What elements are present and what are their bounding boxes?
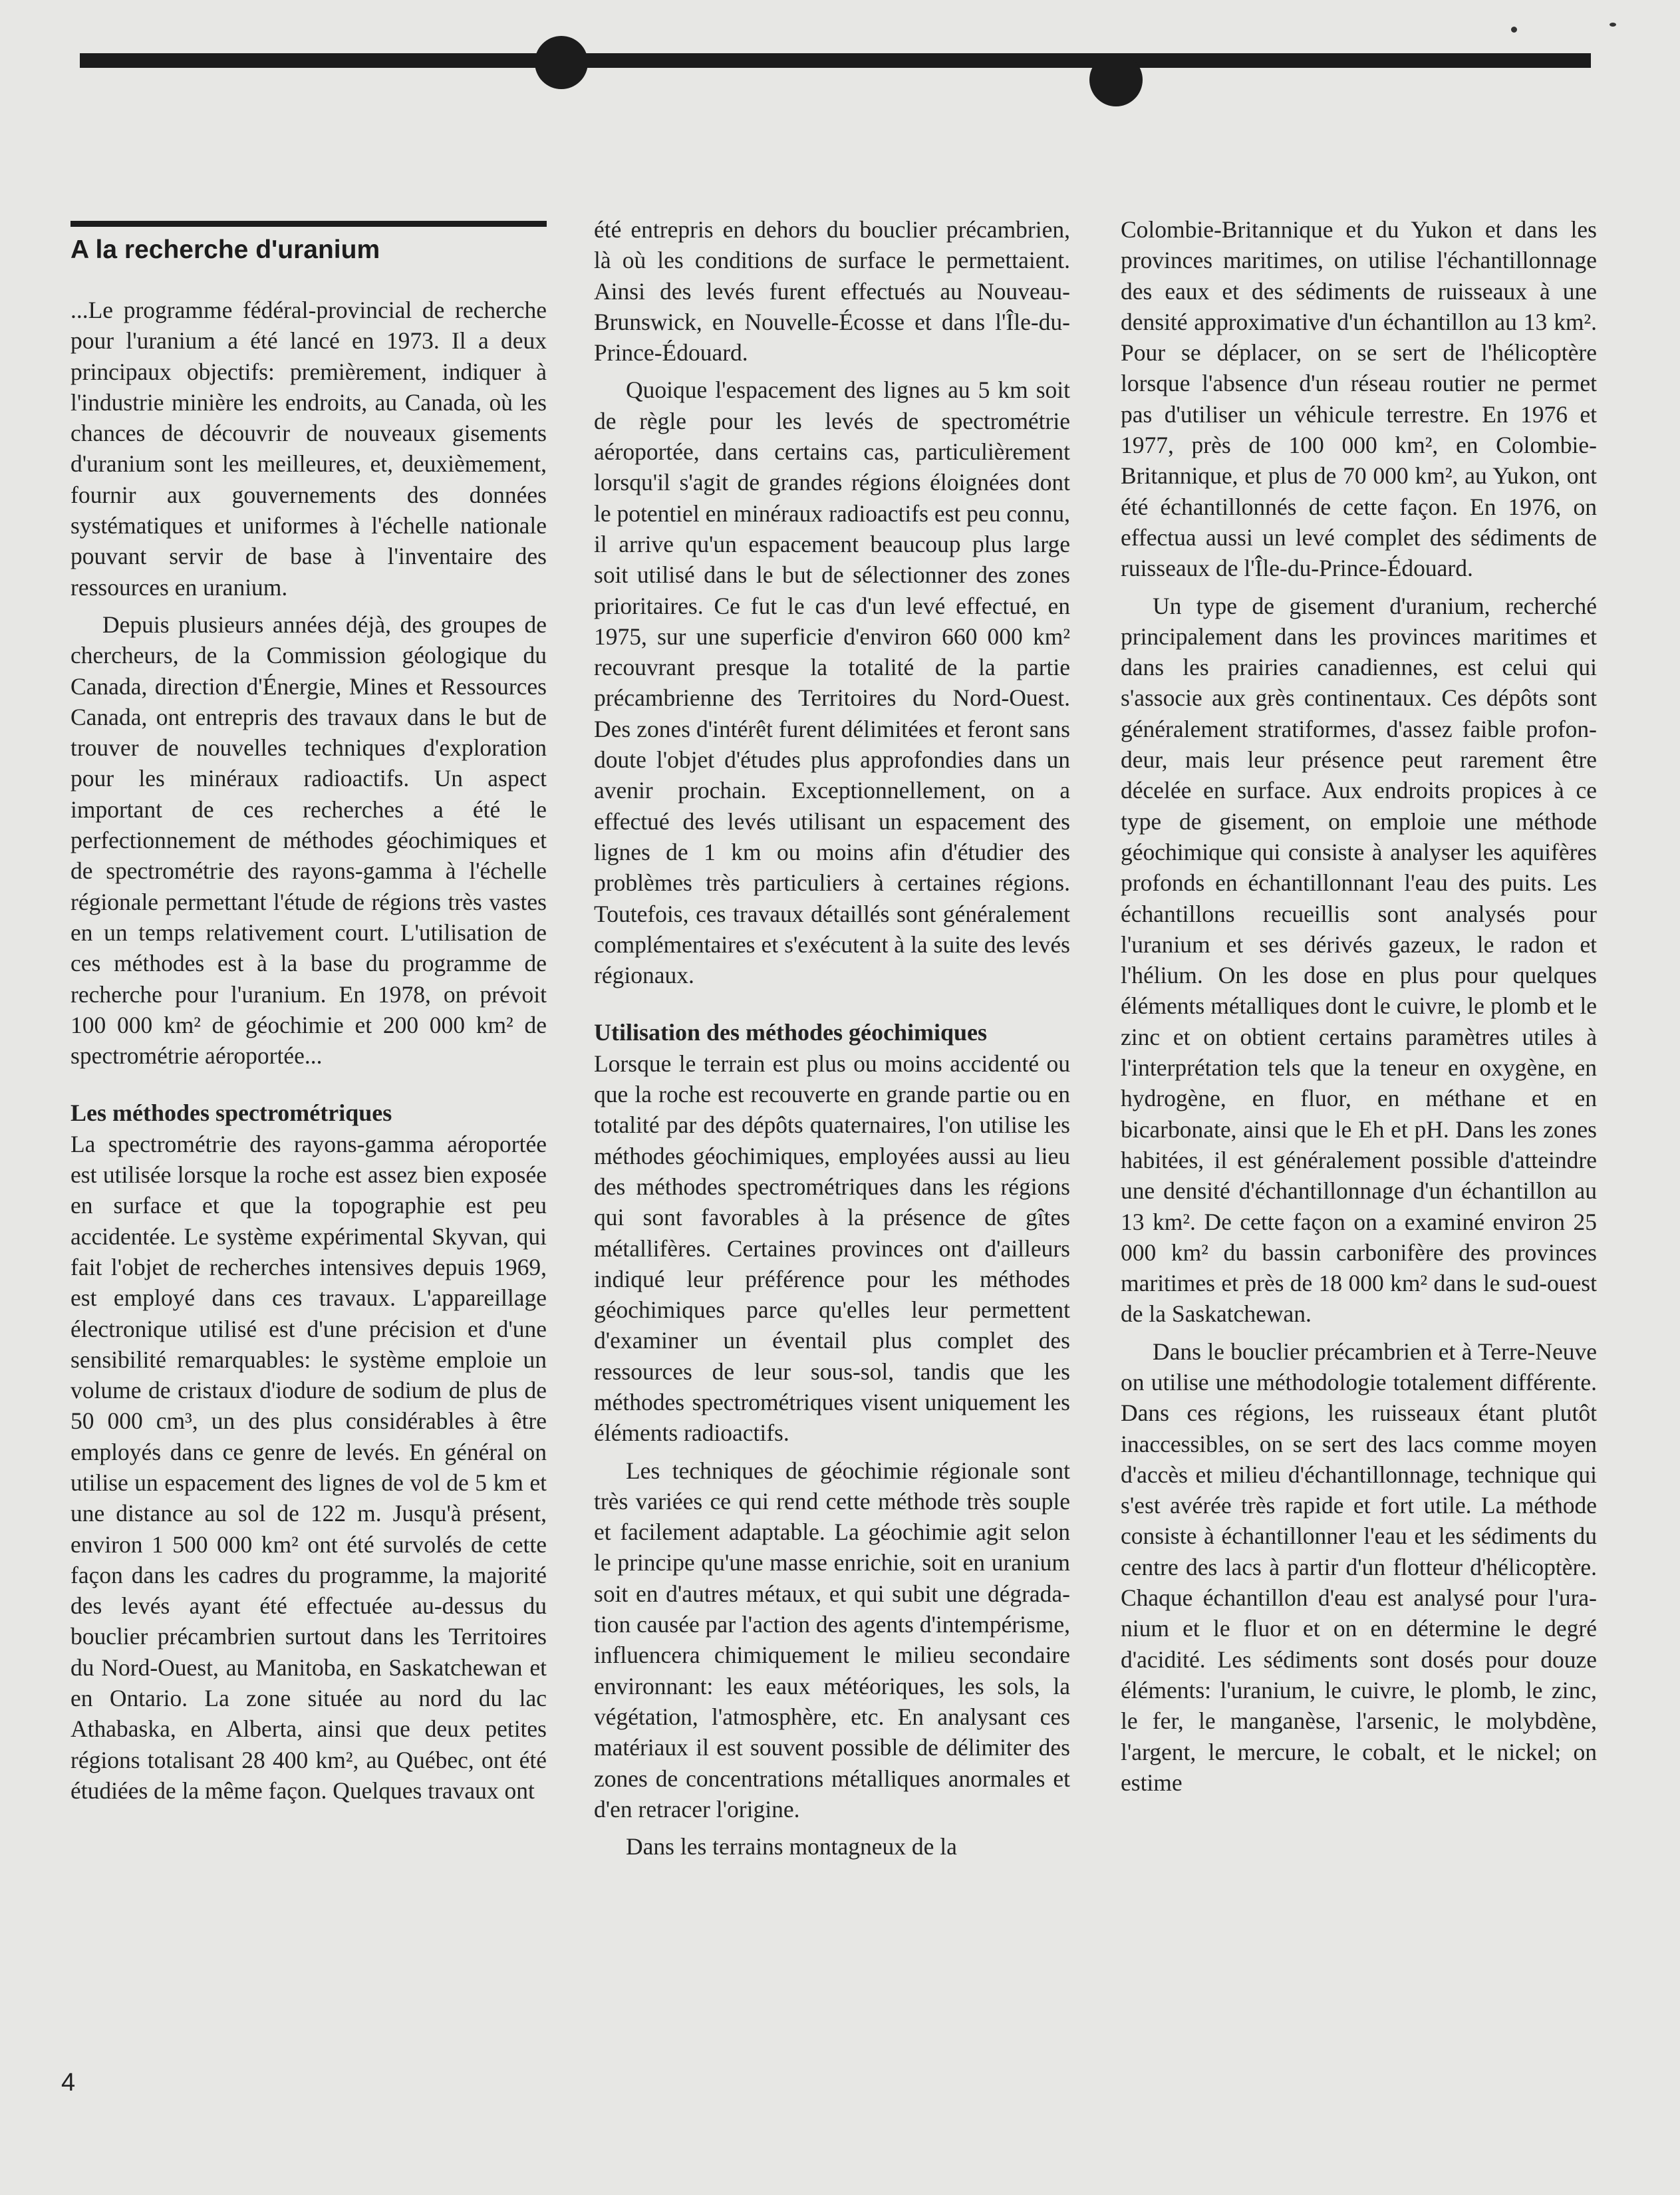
paragraph: Depuis plusieurs années déjà, des groupes de chercheurs, de la Commission géologique du Canada, direction d'Énergie, Mines et Ressources Canada, ont entrepris des travaux dans le but de trouver de nouvelles techniques d'exploration pour les minéraux radioactifs. Un aspect important de ces recherches a été le perfectionnement de méthodes géochimiques et de spectrométrie des rayons-gamma à l'échelle régionale permettant l'étude de régions très vastes en un temps relativement court. L'utilisation de ces méthodes est à la base du programme de recherche pour l'uranium. En 1978, on prévoit 100 000 km² de géochimie et 200 000 km² de spectrométrie aéroportée... <box>70 611 547 1070</box>
paragraph: ...Le programme fédéral-provincial de recherche pour l'uranium a été lancé en 1973. Il a deux principaux objectifs: premièrement, indiquer à l'industrie minière les endroits, au Canada, où les chances de découvrir de nouveaux gisements d'uranium sont les meilleures, et, deuxièmement, fournir aux gouvernements des données systématiques et uniformes à l'échelle nationale pouvant servir de base à l'inventaire des ressources en uranium. <box>70 297 547 601</box>
paragraph: La spectrométrie des rayons-gamma aéroportée est utilisée lorsque la roche est assez bien exposée en surface et que la topographie est peu accidentée. Le système expérimental Skyvan, qui fait l'objet de recherches intensives depuis 1969, est employé dans ces travaux. L'appareillage électronique utilisé est d'une précision et d'une sensibilité remarquables: le système emploie un volume de cristaux d'iodure de sodium de plus de 50 000 cm³, un des plus considérables à être employés dans ce genre de levés. En général on utilise un espacement des lignes de vol de 5 km et une distance au sol de 122 m. Jusqu'à présent, environ 1 500 000 km² ont été survolés de cette façon dans les cadres du programme, la majorité des levés ayant été effectuée au-dessus du bouclier précambrien surtout dans les Territoires du Nord-Ouest, au Manitoba, en Saskatchewan et en Ontario. La zone située au nord du lac Athabaska, en Alberta, ainsi que deux petites régions totalisant 28 400 km², au Québec, ont été étudiées de la même façon. Quelques travaux ont <box>70 1130 547 1804</box>
paragraph: été entrepris en dehors du bouclier précambrien, là où les conditions de surface le permettaient. Ainsi des levés furent effectués au Nouveau-Brunswick, en Nouvelle-Écosse et dans l'Île-du-Prince-Édouard. <box>594 216 1070 366</box>
paragraph: Les techniques de géochimie régionale sont très variées ce qui rend cette méthode très souple et facilement adaptable. La géochimie agit selon le principe qu'une masse enrichie, soit en uranium soit en d'autres métaux, et qui subit une dégradation causée par l'action des agents d'intempérisme, influencera chimiquement le milieu secondaire environnant: les eaux météoriques, les sols, la végétation, l'atmosphère, etc. En analysant ces matériaux il est souvent possible de délimiter des zones de concentrations métalliques anormales et d'en retracer l'origine. <box>594 1457 1070 1823</box>
page-number: 4 <box>61 2069 76 2097</box>
article-title: A la recherche d'uranium <box>70 235 380 264</box>
column-3 <box>1121 214 1597 1798</box>
column-2 <box>594 214 1070 1862</box>
column-body <box>1121 214 1597 1798</box>
paragraph: Dans le bouclier précambrien et à Terre-Neuve on utilise une méthodologie totalement différente. Dans ces régions, les ruisseaux étant plutôt inaccessibles, on se sert des lacs comme moyen d'accès et milieu d'échantillonnage, technique qui s'est avérée très rapide et fort utile. La méthode consiste à échantillonner l'eau et les sédiments du centre des lacs à partir d'un flotteur d'hélicoptère. Chaque échantillon d'eau est analysé pour l'uranium et le fluor et on en détermine le degré d'acidité. Les sédiments sont dosés pour douze éléments: l'uranium, le cuivre, le plomb, le zinc, le fer, le manganèse, l'arsenic, le molybdène, l'argent, le mercure, le cobalt, et le nickel; on estime <box>1121 1338 1597 1796</box>
header-dot-left <box>535 36 588 89</box>
title-rule <box>70 221 547 227</box>
column-body <box>70 295 547 1806</box>
column-1 <box>70 214 547 1806</box>
header-dot-right <box>1089 53 1143 106</box>
paragraph: Dans les terrains montagneux de la <box>626 1833 957 1860</box>
paragraph: Colombie-Britannique et du Yukon et dans les provinces maritimes, on utilise l'échantillonnage des eaux et des sédiments de ruisseaux à une densité approximative d'un échantillon au 13 km². Pour se déplacer, on se sert de l'hélicoptère lorsque l'absence d'un réseau routier ne permet pas d'utiliser un véhicule terrestre. En 1976 et 1977, près de 100 000 km², en Colombie-Britannique, et plus de 70 000 km², au Yukon, ont été échantillonnés de cette façon. En 1976, on effectua aussi un levé complet des sédiments de ruisseaux de l'Île-du-Prince-Édouard. <box>1121 216 1597 582</box>
column-body <box>594 214 1070 1862</box>
paragraph: Lorsque le terrain est plus ou moins accidenté ou que la roche est recouverte en grande partie ou en totalité par des dépôts quaternaires, l'on utilise les méthodes géochimiques, employées aussi au lieu des méthodes spectrométriques dans les régions qui sont favorables à la présence de gîtes métallifères. Certaines provinces ont d'ailleurs indiqué leur préférence pour les méthodes géochimiques parce qu'elles leur permettent d'examiner un éventail plus complet des ressources de leur sous-sol, tandis que les méthodes spectrométriques visent uniquement les éléments radioactifs. <box>594 1050 1070 1447</box>
header-rule <box>80 53 1591 68</box>
paragraph: Un type de gisement d'uranium, recherché principalement dans les provinces maritimes et dans les prairies canadiennes, est celui qui s'associe aux grès continentaux. Ces dépôts sont généralement stratiformes, d'assez faible profondeur, mais leur présence peut rarement être décelée en surface. Aux endroits propices à ce type de gisement, on emploie une méthode géochimique qui consiste à analyser les aquifères profonds en échantillonnant l'eau des puits. Les échantillons recueillis sont analysés pour l'uranium et ses dérivés gazeux, le radon et l'hélium. On les dose en plus pour quelques éléments métalliques dont le cuivre, le plomb et le zinc et on obtient certains paramètres utiles à l'interprétation tels que la teneur en oxygène, en hydrogène, en fluor, en méthane et en bicarbonate, ainsi que le Eh et pH. Dans les zones habitées, il est généralement possible d'atteindre une densité d'échantillonnage d'un échantillon au 13 km². De cette façon on a examiné environ 25 000 km² du bassin carbonifère des provinces maritimes et près de 18 000 km² dans le sud-ouest de la Saskatchewan. <box>1121 592 1597 1328</box>
section-heading: Utilisation des méthodes géochimiques <box>594 1019 988 1046</box>
section-heading: Les méthodes spectrométriques <box>70 1099 392 1127</box>
print-speck <box>1511 27 1517 33</box>
print-speck <box>1610 23 1616 27</box>
paragraph: Quoique l'espacement des lignes au 5 km soit de règle pour les levés de spectrométrie aéroportée, dans certains cas, particulièrement lorsqu'il s'agit de grandes régions éloignées dont le potentiel en minéraux radioactifs est peu connu, il arrive qu'un espacement beaucoup plus large soit utilisé dans le but de sélectionner des zones prioritaires. Ce fut le cas d'un levé effectué, en 1975, sur une superficie d'environ 660 000 km² recouvrant presque la totalité de la partie précambrienne des Territoires du Nord-Ouest. Des zones d'intérêt furent délimitées et feront sans doute l'objet d'études plus approfondies dans un avenir prochain. Exceptionnellement, on a effectué des levés utilisant un espacement des lignes de 1 km ou moins afin d'étudier des problèmes très particuliers à certaines régions. Toutefois, ces travaux détaillés sont généralement complémentaires et s'exécutent à la suite des levés régionaux. <box>594 376 1070 989</box>
